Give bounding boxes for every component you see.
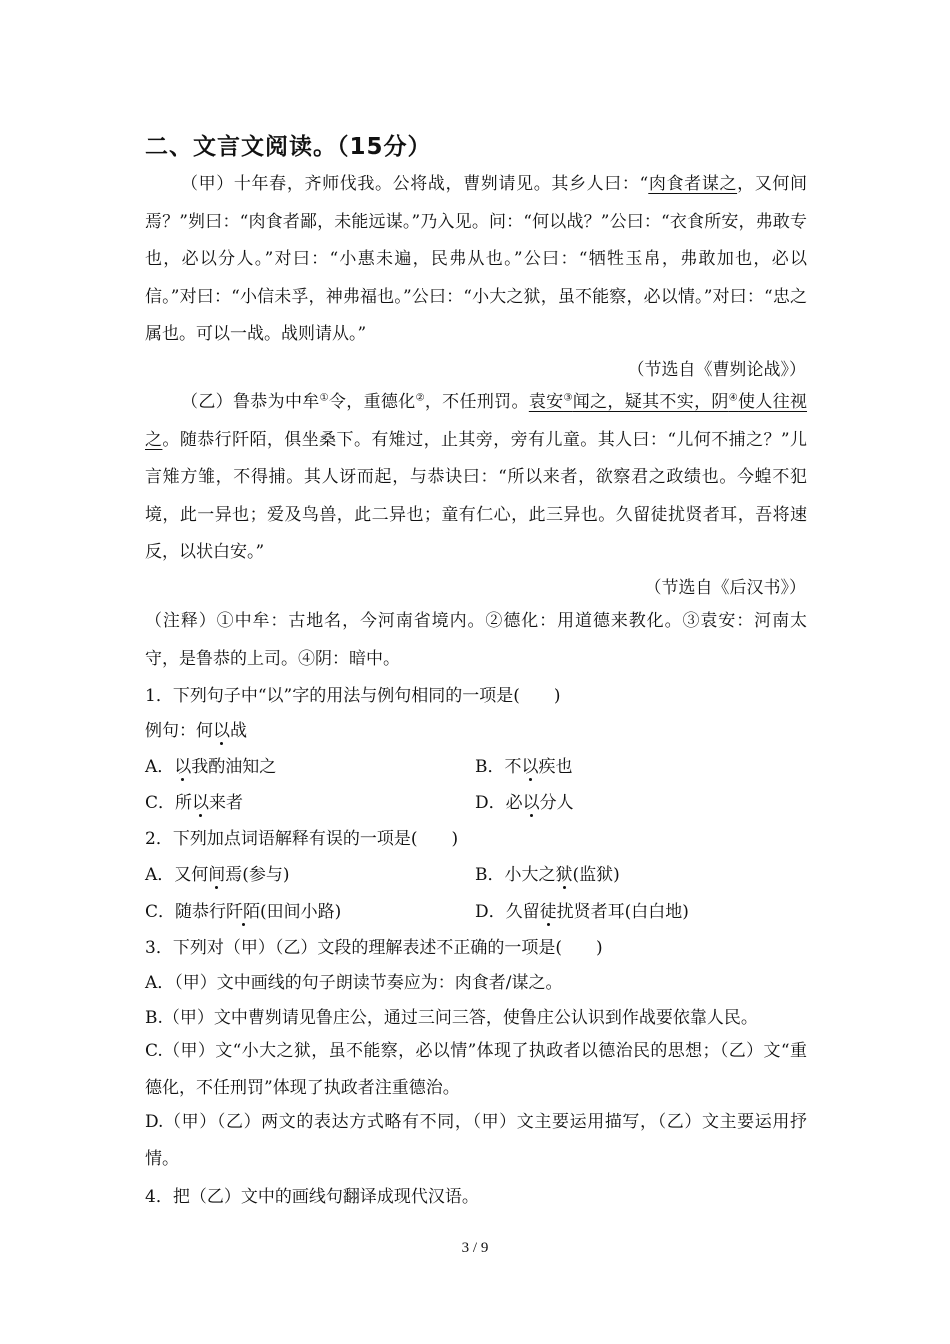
- passage-b-source: （节选自《后汉书》）: [644, 578, 806, 598]
- question-2-option-d: [475, 897, 689, 922]
- dotted-word: 以: [192, 793, 210, 813]
- question-1-example: [145, 716, 247, 741]
- question-1-stem: 1．下列句子中“以”字的用法与例句相同的一项是( ): [145, 686, 561, 706]
- dotted-word: 以: [522, 793, 540, 813]
- question-2-option-a: [145, 860, 290, 885]
- text: 扰贤者耳(白白地): [556, 902, 689, 922]
- dotted-word: 徒: [539, 902, 557, 922]
- question-3-option-c: C.（甲）文“小大之狱，虽不能察，必以情”体现了执政者以德治民的思想；（乙）文“重德化，不任刑罚”体现了执政者注重德治。: [145, 1041, 807, 1098]
- text: 战: [230, 721, 247, 741]
- question-3-option-b: B.（甲）文中曹刿请见鲁庄公，通过三问三答，使鲁庄公认识到作战要依靠人民。: [145, 1008, 758, 1028]
- question-4-stem: 4．把（乙）文中的画线句翻译成现代汉语。: [145, 1187, 479, 1207]
- page-number: 3 / 9: [461, 1240, 489, 1256]
- note-marker: ④: [728, 392, 739, 404]
- passage-a-source: （节选自《曹刿论战》）: [627, 360, 806, 380]
- question-1-option-c: [145, 788, 243, 813]
- dotted-word: 以: [174, 757, 192, 777]
- passage-b-text: （乙）鲁恭为中牟: [181, 392, 320, 412]
- text: A．: [145, 757, 175, 777]
- underlined-text: 闻之，疑其不实，阴: [572, 392, 729, 412]
- text: 焉(参与): [225, 865, 290, 885]
- question-1-option-d: [475, 788, 574, 813]
- annotation-notes: （注释）①中牟：古地名，今河南省境内。②德化：用道德来教化。③袁安：河南太守，是鲁恭的上司。④阴：暗中。: [145, 611, 807, 669]
- underlined-text: 使人往视之: [145, 392, 808, 450]
- dotted-word: 间: [208, 865, 226, 885]
- passage-a-text-cont: ，又何间焉？”刿曰：“肉食者鄙，未能远谋。”乃入见。问：“何以战？”公曰：“衣食所安，弗敢专也，必以分人。”对曰：“小惠未遍，民弗从也。”公曰：“牺牲玉帛，弗敢加也，必以信。”对曰：“小信未孚，神弗福也。”公曰：“小大之狱，虽不能察，必以情。”对曰：“忠之属也。可以一战。战则请从。”: [145, 174, 808, 344]
- text: C．随恭行: [145, 902, 227, 922]
- text: (监狱): [572, 865, 620, 885]
- passage-a-underlined: 肉食者谋之: [648, 174, 738, 194]
- text: B．小大之: [475, 865, 556, 885]
- passage-b-text: ，不任刑罚。: [424, 392, 529, 412]
- text: D．必: [475, 793, 523, 813]
- text: 疾也: [538, 757, 573, 777]
- text: D．久留: [475, 902, 540, 922]
- text: 分人: [539, 793, 574, 813]
- question-3-stem: 3．下列对（甲）（乙）文段的理解表述不正确的一项是( ): [145, 938, 603, 958]
- passage-b-text: 令，重德化: [328, 392, 416, 412]
- note-marker: ③: [563, 392, 573, 404]
- text: 我酌油知之: [191, 757, 277, 777]
- question-3-option-a: A．（甲）文中画线的句子朗读节奏应为：肉食者/谋之。: [145, 973, 563, 993]
- text: C．所: [145, 793, 193, 813]
- question-2-stem: 2．下列加点词语解释有误的一项是( ): [145, 829, 459, 849]
- dotted-word: 阡陌: [226, 902, 261, 922]
- question-1-option-a: [145, 752, 276, 777]
- dotted-word: 以: [213, 721, 230, 741]
- dotted-word: 以: [521, 757, 539, 777]
- question-2-option-c: [145, 897, 341, 922]
- text: 来者: [209, 793, 244, 813]
- note-marker: ①: [319, 392, 329, 404]
- text: 例句：何: [145, 721, 213, 741]
- passage-b-text-cont: 。随恭行阡陌，俱坐桑下。有雉过，止其旁，旁有儿童。其人曰：“儿何不捕之？”儿言雉方雏，不得捕。其人讶而起，与恭诀曰：“所以来者，欲察君之政绩也。今蝗不犯境，此一异也；爱及鸟兽，此二异也；童有仁心，此三异也。久留徒扰贤者耳，吾将速反，以状白安。”: [145, 429, 808, 562]
- note-marker: ②: [415, 392, 425, 404]
- text: A．又何: [145, 865, 209, 885]
- question-2-option-b: [475, 860, 620, 885]
- underlined-text: 袁安: [528, 392, 564, 412]
- text: B．不: [475, 757, 522, 777]
- passage-a-text: （甲）十年春，齐师伐我。公将战，曹刿请见。其乡人曰：“: [181, 174, 649, 194]
- passage-a: [145, 166, 807, 354]
- question-1-option-b: [475, 752, 573, 777]
- dotted-word: 狱: [555, 865, 573, 885]
- section-heading: 二、文言文阅读。（15分）: [145, 134, 432, 160]
- question-3-option-d: D.（甲）（乙）两文的表达方式略有不同，（甲）文主要运用描写，（乙）文主要运用抒情。: [145, 1112, 807, 1169]
- passage-b: [145, 384, 807, 572]
- text: (田间小路): [260, 902, 342, 922]
